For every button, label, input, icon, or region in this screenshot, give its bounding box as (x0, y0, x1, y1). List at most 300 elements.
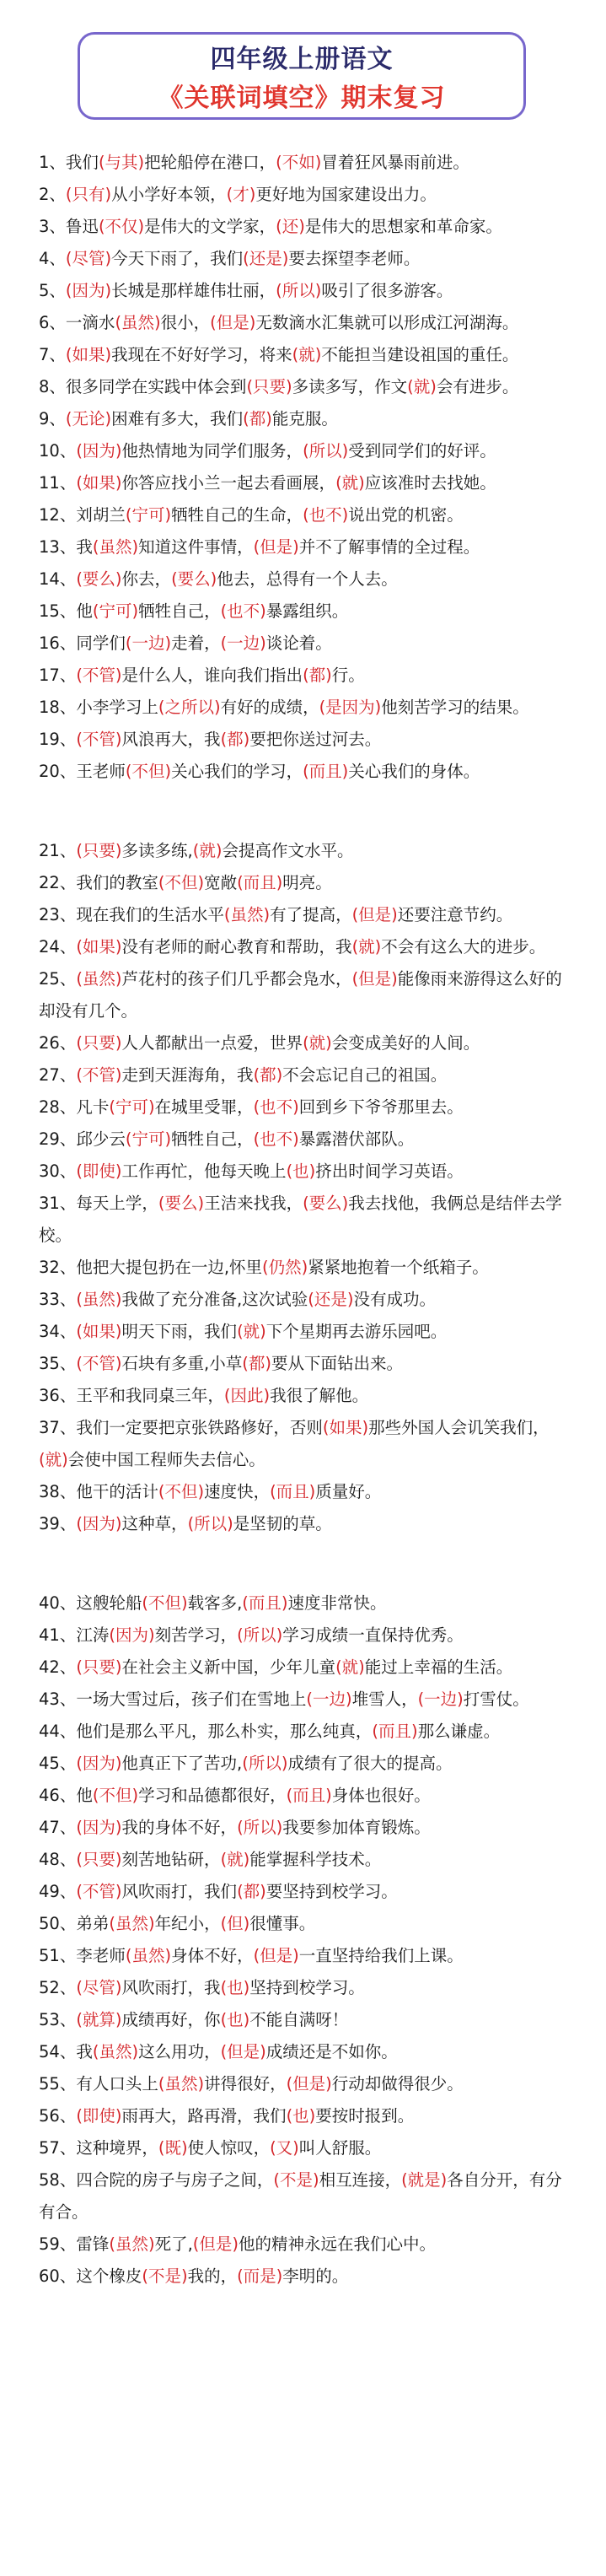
answer-connective: (也) (220, 2010, 250, 2029)
exercise-text: 四合院的房子与房子之间， (76, 2170, 274, 2190)
exercise-number: 51、 (39, 1946, 77, 1965)
answer-connective: (就) (192, 841, 223, 860)
exercise-text: 吸引了很多游客。 (321, 281, 453, 300)
exercise-text: 回到乡下爷爷那里去。 (298, 1097, 464, 1117)
exercise-text: 知道这件事情， (138, 537, 254, 557)
exercise-number: 8、 (39, 377, 66, 396)
exercise-number: 24、 (39, 937, 77, 957)
exercise-item (39, 2004, 578, 2036)
exercise-text: 各自分开，有分有合。 (39, 2170, 562, 2222)
exercise-text: 要按时报到。 (315, 2106, 415, 2126)
exercise-text: 不会有这么大的进步。 (381, 937, 546, 957)
page-subtitle: 《关联词填空》期末复习 (158, 84, 446, 113)
answer-connective: (而且) (372, 1722, 418, 1741)
exercise-text: 弟弟 (76, 1914, 110, 1933)
exercise-text: 成绩有了很大的提高。 (287, 1754, 453, 1773)
exercise-text: 他 (76, 601, 93, 621)
exercise-item (39, 211, 578, 243)
exercise-number: 55、 (39, 2074, 77, 2094)
answer-connective: (既) (158, 2138, 188, 2158)
exercise-number: 36、 (39, 1386, 77, 1405)
answer-connective: (虽然) (92, 537, 139, 557)
exercise-item (39, 692, 578, 724)
exercise-item (39, 403, 578, 435)
exercise-section (39, 147, 578, 788)
exercise-text: 他刻苦学习的结果。 (381, 698, 529, 717)
exercise-text: 这种境界， (76, 2138, 158, 2158)
exercise-text: 风浪再大，我 (121, 730, 221, 749)
answer-connective: (只要) (76, 1033, 122, 1053)
answer-connective: (不管) (76, 730, 122, 749)
exercise-text: 要坚持到校学习。 (265, 1882, 398, 1901)
exercise-item (39, 563, 578, 595)
exercise-text: 没有老师的耐心教育和帮助，我 (121, 937, 352, 957)
answer-connective: (不是) (142, 2266, 188, 2286)
answer-connective: (都) (220, 730, 250, 749)
exercise-text: 刘胡兰 (76, 505, 126, 525)
exercise-text: 他去，总得有一个人去。 (217, 569, 398, 589)
answer-connective: (虽然) (223, 905, 271, 924)
exercise-item (39, 899, 578, 931)
exercise-text: 邱少云 (76, 1129, 126, 1149)
exercise-number: 13、 (39, 537, 77, 557)
exercise-text: 工作再忙，他每天晚上 (121, 1161, 287, 1181)
answer-connective: (如果) (76, 1322, 122, 1341)
exercise-text: 李明的。 (282, 2266, 349, 2286)
answer-connective: (只要) (76, 1657, 122, 1677)
exercise-item (39, 147, 578, 179)
exercise-number: 34、 (39, 1322, 77, 1341)
answer-connective: (之所以) (158, 698, 221, 717)
exercise-number: 3、 (39, 217, 66, 236)
answer-connective: (不管) (76, 666, 122, 685)
exercise-text: 困难有多大，我们 (111, 409, 244, 428)
answer-connective: (就) (407, 377, 437, 396)
exercise-text: 能克服。 (271, 409, 338, 428)
exercise-list (39, 147, 578, 2293)
answer-connective: (还是) (308, 1290, 354, 1309)
exercise-text: 一滴水 (65, 313, 115, 332)
exercise-number: 37、 (39, 1418, 77, 1437)
answer-connective: (不但) (158, 1482, 205, 1501)
exercise-number: 19、 (39, 730, 77, 749)
exercise-number: 25、 (39, 969, 77, 989)
exercise-number: 49、 (39, 1882, 77, 1901)
exercise-text: 长城是那样雄伟壮丽， (111, 281, 276, 300)
exercise-text: 紧紧地抱着一个纸箱子。 (308, 1258, 489, 1277)
answer-connective: (所以) (187, 1514, 233, 1533)
exercise-text: 是伟大的文学家， (144, 217, 276, 236)
exercise-text: 应该准时去找她。 (364, 473, 496, 493)
exercise-item (39, 1380, 578, 1412)
exercise-text: 身体不好， (171, 1946, 254, 1965)
exercise-item (39, 1252, 578, 1284)
exercise-text: 学习和品德都很好， (138, 1786, 287, 1805)
exercise-number: 12、 (39, 505, 77, 525)
exercise-item (39, 1876, 578, 1908)
exercise-text: 年纪小， (154, 1914, 221, 1933)
exercise-text: 要把你送过河去。 (249, 730, 382, 749)
exercise-text: 并不了解事情的全过程。 (298, 537, 480, 557)
exercise-text: 他热情地为同学们服务， (121, 441, 303, 461)
answer-connective: (要么) (76, 569, 122, 589)
answer-connective: (与其) (98, 153, 145, 172)
exercise-text: 我做了充分准备,这次试验 (121, 1290, 308, 1309)
exercise-text: 雷锋 (76, 2234, 110, 2254)
exercise-text: 要从下面钻出来。 (271, 1354, 403, 1373)
exercise-text: 一直坚持给我们上课。 (298, 1946, 464, 1965)
exercise-number: 18、 (39, 698, 77, 717)
exercise-number: 43、 (39, 1689, 77, 1709)
answer-connective: (不但) (92, 1786, 139, 1805)
exercise-item (39, 2132, 578, 2164)
answer-connective: (不如) (276, 153, 322, 172)
exercise-number: 39、 (39, 1514, 77, 1533)
exercise-text: 我很了解他。 (270, 1386, 369, 1405)
answer-connective: (因为) (76, 1514, 122, 1533)
exercise-text: 关心我们的学习， (171, 762, 303, 781)
exercise-text: 有好的成绩， (220, 698, 319, 717)
answer-connective: (都) (237, 1882, 266, 1901)
exercise-section (39, 1587, 578, 2293)
answer-connective: (但是) (253, 1946, 299, 1965)
exercise-text: 这种草， (121, 1514, 188, 1533)
exercise-text: 那么谦虚。 (417, 1722, 501, 1741)
answer-connective: (不仅) (98, 217, 145, 236)
exercise-text: 今天下雨了，我们 (111, 249, 244, 268)
answer-connective: (一边) (306, 1689, 352, 1709)
exercise-text: 更好地为国家建设出力。 (255, 185, 437, 204)
exercise-text: 没有成功。 (353, 1290, 436, 1309)
answer-connective: (仍然) (262, 1258, 308, 1277)
exercise-text: 有人口头上 (76, 2074, 158, 2094)
answer-connective: (即使) (76, 1161, 122, 1181)
exercise-item (39, 660, 578, 692)
answer-connective: (也不) (253, 1129, 299, 1149)
answer-connective: (要么) (158, 1194, 205, 1213)
answer-connective: (但是) (286, 2074, 332, 2094)
exercise-item (39, 1619, 578, 1652)
exercise-text: 坚持到校学习。 (249, 1978, 365, 1997)
answer-connective: (就) (303, 1033, 332, 1053)
answer-connective: (一边) (125, 633, 172, 653)
exercise-text: 关心我们的身体。 (348, 762, 480, 781)
exercise-text: 我的， (187, 2266, 238, 2286)
exercise-text: 很多同学在实践中体会到 (65, 377, 247, 396)
exercise-number: 20、 (39, 762, 77, 781)
exercise-text: 能掌握科学技术。 (249, 1850, 382, 1869)
exercise-item (39, 1972, 578, 2004)
exercise-text: 他的精神永远在我们心中。 (238, 2234, 436, 2254)
exercise-item (39, 628, 578, 660)
answer-connective: (只要) (76, 1850, 122, 1869)
answer-connective: (不管) (76, 1354, 122, 1373)
exercise-text: 无数滴水汇集就可以形成江河湖海。 (255, 313, 519, 332)
exercise-text: 你答应找小兰一起去看画展， (121, 473, 336, 493)
answer-connective: (因为) (65, 281, 112, 300)
answer-connective: (不管) (76, 1065, 122, 1085)
answer-connective: (也) (220, 1978, 250, 1997)
page-title: 四年级上册语文 (210, 45, 394, 74)
answer-connective: (尽管) (76, 1978, 122, 1997)
exercise-number: 21、 (39, 841, 77, 860)
exercise-text: 是坚韧的草。 (233, 1514, 332, 1533)
exercise-item (39, 307, 578, 339)
exercise-text: 说出党的机密。 (348, 505, 464, 525)
exercise-text: 一场大雪过后，孩子们在雪地上 (76, 1689, 307, 1709)
answer-connective: (只要) (246, 377, 292, 396)
exercise-text: 在社会主义新中国，少年儿童 (121, 1657, 336, 1677)
exercise-text: 把轮船停在港口， (144, 153, 276, 172)
exercise-text: 从小学好本领， (111, 185, 227, 204)
answer-connective: (而且) (303, 762, 349, 781)
exercise-item (39, 1716, 578, 1748)
answer-connective: (只有) (65, 185, 112, 204)
exercise-text: 风吹雨打，我们 (121, 1882, 238, 1901)
exercise-text: 学习成绩一直保持优秀。 (282, 1625, 464, 1645)
exercise-text: 会提高作文水平。 (222, 841, 354, 860)
exercise-text: 我现在不好好学习，将来 (111, 345, 292, 364)
answer-connective: (就) (292, 345, 322, 364)
exercise-item (39, 835, 578, 867)
answer-connective: (即使) (76, 2106, 122, 2126)
answer-connective: (虽然) (76, 969, 122, 989)
title-box (78, 32, 526, 120)
answer-connective: (就) (351, 937, 382, 957)
exercise-text: 速度快， (204, 1482, 271, 1501)
answer-connective: (还是) (243, 249, 289, 268)
answer-connective: (不但) (158, 873, 205, 892)
exercise-number: 46、 (39, 1786, 77, 1805)
exercise-number: 59、 (39, 2234, 77, 2254)
exercise-text: 多读多写，作文 (292, 377, 408, 396)
answer-connective: (一边) (220, 633, 266, 653)
exercise-item (39, 243, 578, 275)
answer-connective: (所以) (303, 441, 349, 461)
exercise-item (39, 499, 578, 531)
answer-connective: (就算) (76, 2010, 122, 2029)
exercise-item (39, 1780, 578, 1812)
exercise-number: 7、 (39, 345, 66, 364)
answer-connective: (只要) (76, 841, 122, 860)
answer-connective: (就) (220, 1850, 250, 1869)
exercise-item (39, 756, 578, 788)
exercise-text: 牺牲自己， (138, 601, 221, 621)
exercise-text: 他干的活计 (76, 1482, 158, 1501)
exercise-text: 暴露潜伏部队。 (298, 1129, 415, 1149)
exercise-text: 他真正下了苦功, (121, 1754, 243, 1773)
exercise-number: 60、 (39, 2266, 77, 2286)
answer-connective: (也) (286, 2106, 316, 2126)
exercise-text: 鲁迅 (65, 217, 99, 236)
exercise-number: 14、 (39, 569, 77, 589)
exercise-text: 这艘轮船 (76, 1593, 142, 1613)
answer-connective: (尽管) (65, 249, 112, 268)
exercise-text: 挤出时间学习英语。 (315, 1161, 464, 1181)
answer-connective: (因为) (109, 1625, 155, 1645)
exercise-text: 不能担当建设祖国的重任。 (321, 345, 519, 364)
exercise-text: 质量好。 (315, 1482, 382, 1501)
exercise-text: 我的身体不好， (121, 1818, 238, 1837)
exercise-number: 53、 (39, 2010, 77, 2029)
exercise-number: 6、 (39, 313, 66, 332)
exercise-text: 堆雪人， (351, 1689, 418, 1709)
answer-connective: (也) (286, 1161, 316, 1181)
answer-connective: (就是) (401, 2170, 448, 2190)
answer-connective: (不但) (142, 1593, 188, 1613)
answer-connective: (而且) (286, 1786, 332, 1805)
answer-connective: (宁可) (109, 1097, 155, 1117)
exercise-text: 下个星期再去游乐园吧。 (265, 1322, 448, 1341)
exercise-text: 能过上幸福的生活。 (364, 1657, 513, 1677)
exercise-text: 使人惊叹， (187, 2138, 271, 2158)
answer-connective: (又) (270, 2138, 299, 2158)
exercise-text: 载客多, (187, 1593, 243, 1613)
exercise-text: 行。 (331, 666, 365, 685)
exercise-text: 明天下雨，我们 (121, 1322, 238, 1341)
exercise-item (39, 2164, 578, 2228)
answer-connective: (虽然) (109, 2234, 155, 2254)
exercise-number: 47、 (39, 1818, 77, 1837)
exercise-item (39, 1652, 578, 1684)
exercise-item (39, 1476, 578, 1508)
answer-connective: (因为) (76, 1754, 122, 1773)
answer-connective: (不但) (125, 762, 172, 781)
exercise-text: 我要参加体育锻炼。 (282, 1818, 431, 1837)
exercise-text: 讲得很好， (204, 2074, 287, 2094)
exercise-item (39, 1091, 578, 1124)
answer-connective: (都) (303, 666, 332, 685)
exercise-text: 很懂事。 (249, 1914, 316, 1933)
exercise-number: 15、 (39, 601, 77, 621)
exercise-number: 23、 (39, 905, 77, 924)
exercise-text: 打雪仗。 (463, 1689, 529, 1709)
exercise-item (39, 2261, 578, 2293)
exercise-item (39, 2068, 578, 2100)
exercise-text: 受到同学们的好评。 (348, 441, 496, 461)
exercise-item (39, 339, 578, 371)
exercise-item (39, 1908, 578, 1940)
exercise-text: 暴露组织。 (265, 601, 349, 621)
exercise-number: 42、 (39, 1657, 77, 1677)
exercise-text: 雨再大，路再滑，我们 (121, 2106, 287, 2126)
exercise-number: 9、 (39, 409, 66, 428)
answer-connective: (就) (335, 473, 365, 493)
exercise-number: 35、 (39, 1354, 77, 1373)
answer-connective: (但是) (351, 905, 398, 924)
exercise-text: 我 (76, 537, 93, 557)
exercise-text: 会使中国工程师失去信心。 (67, 1450, 265, 1469)
answer-connective: (要么) (171, 569, 217, 589)
answer-connective: (还) (276, 217, 305, 236)
exercise-text: 江涛 (76, 1625, 110, 1645)
exercise-text: 他 (76, 1786, 93, 1805)
exercise-number: 2、 (39, 185, 66, 204)
exercise-text: 芦花村的孩子们几乎都会凫水， (121, 969, 352, 989)
answer-connective: (所以) (237, 1818, 283, 1837)
exercise-text: 成绩还是不如你。 (265, 2042, 398, 2061)
exercise-text: 人人都献出一点爱，世界 (121, 1033, 303, 1053)
answer-connective: (也不) (253, 1097, 299, 1117)
exercise-text: 石块有多重,小草 (121, 1354, 243, 1373)
exercise-text: 牺牲自己， (171, 1129, 254, 1149)
answer-connective: (但是) (210, 313, 256, 332)
answer-connective: (一边) (417, 1689, 464, 1709)
exercise-item (39, 1316, 578, 1348)
answer-connective: (而是) (237, 2266, 283, 2286)
exercise-text: 王平和我同桌三年， (76, 1386, 224, 1405)
answer-connective: (不管) (76, 1882, 122, 1901)
answer-connective: (都) (253, 1065, 283, 1085)
exercise-text: 他把大提包扔在一边,怀里 (76, 1258, 263, 1277)
exercise-item (39, 931, 578, 963)
exercise-text: 刻苦地钻研， (121, 1850, 221, 1869)
exercise-text: 现在我们的生活水平 (76, 905, 224, 924)
answer-connective: (虽然) (158, 2074, 205, 2094)
answer-connective: (因为) (76, 441, 122, 461)
exercise-item (39, 1059, 578, 1091)
exercise-number: 58、 (39, 2170, 77, 2190)
exercise-text: 我们 (65, 153, 99, 172)
exercise-text: 你去， (121, 569, 172, 589)
exercise-text: 还要注意节约。 (397, 905, 513, 924)
exercise-text: 明亮。 (282, 873, 332, 892)
exercise-text: 凡卡 (76, 1097, 110, 1117)
answer-connective: (所以) (276, 281, 322, 300)
exercise-text: 这么用功， (138, 2042, 221, 2061)
exercise-number: 45、 (39, 1754, 77, 1773)
exercise-text: 不能自满呀！ (249, 2010, 349, 2029)
exercise-text: 不会忘记自己的祖国。 (282, 1065, 448, 1085)
exercise-item (39, 2036, 578, 2068)
exercise-item (39, 435, 578, 467)
exercise-item (39, 1812, 578, 1844)
answer-connective: (就) (39, 1450, 68, 1469)
exercise-item (39, 1940, 578, 1972)
exercise-text: 身体也很好。 (331, 1786, 431, 1805)
answer-connective: (虽然) (109, 1914, 155, 1933)
answer-connective: (不是) (273, 2170, 319, 2190)
exercise-item (39, 275, 578, 307)
exercise-item (39, 1348, 578, 1380)
answer-connective: (但是) (220, 2042, 266, 2061)
answer-connective: (也不) (220, 601, 266, 621)
exercise-text: 我 (76, 2042, 93, 2061)
answer-connective: (如果) (65, 345, 112, 364)
answer-connective: (虽然) (76, 1290, 122, 1309)
answer-connective: (所以) (237, 1625, 283, 1645)
exercise-text: 刻苦学习， (154, 1625, 238, 1645)
answer-connective: (都) (243, 409, 272, 428)
exercise-text: 走着， (171, 633, 221, 653)
exercise-number: 29、 (39, 1129, 77, 1149)
answer-connective: (宁可) (92, 601, 139, 621)
exercise-text: 牺牲自己的生命， (171, 505, 303, 525)
answer-connective: (如果) (76, 937, 122, 957)
exercise-text: 是什么人，谁向我们指出 (121, 666, 303, 685)
exercise-item (39, 1748, 578, 1780)
exercise-number: 31、 (39, 1194, 77, 1213)
exercise-text: 我们一定要把京张铁路修好，否则 (76, 1418, 323, 1437)
exercise-item (39, 867, 578, 899)
exercise-number: 52、 (39, 1978, 77, 1997)
answer-connective: (因此) (223, 1386, 271, 1405)
exercise-number: 16、 (39, 633, 77, 653)
exercise-number: 4、 (39, 249, 66, 268)
answer-connective: (但是) (192, 2234, 239, 2254)
exercise-section (39, 835, 578, 1540)
exercise-item (39, 467, 578, 499)
